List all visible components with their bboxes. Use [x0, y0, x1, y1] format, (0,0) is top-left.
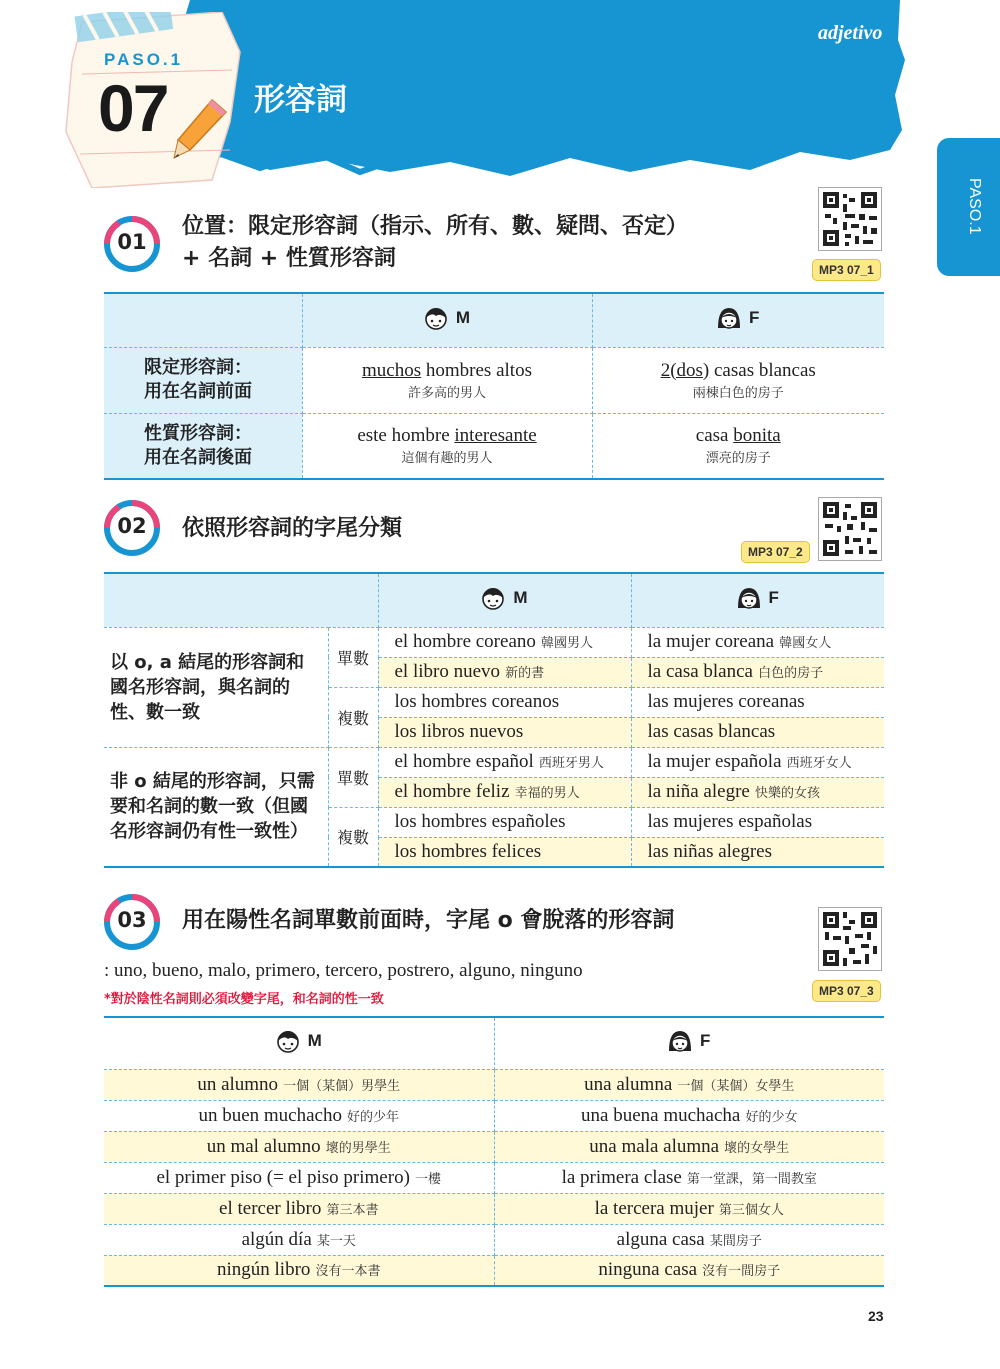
girl-face-icon	[668, 1029, 692, 1053]
male-example	[378, 837, 631, 867]
spanish-phrase	[303, 425, 592, 447]
column-female-label: F	[768, 588, 779, 608]
section-title-line: 位置：限定形容詞（指示、所有、數、疑問、否定）	[182, 214, 689, 239]
table-row	[104, 1224, 884, 1255]
section-title	[182, 211, 688, 275]
female-example	[631, 687, 884, 717]
chinese-translation: 某一天	[316, 1233, 356, 1249]
position-table	[104, 292, 884, 480]
chinese-translation: 韓國女人	[779, 636, 832, 651]
male-example	[378, 777, 631, 807]
spanish-phrase: los hombres coreanos	[394, 691, 560, 712]
male-example	[378, 687, 631, 717]
female-example	[631, 777, 884, 807]
number-label: 單數	[328, 627, 378, 687]
table-header-empty	[104, 573, 378, 627]
column-male-label: M	[513, 588, 528, 608]
female-example	[494, 1255, 884, 1286]
spanish-phrase: ninguna casa	[598, 1259, 698, 1281]
section-title-line: + 名詞 + 性質形容詞	[182, 246, 396, 271]
male-example	[378, 717, 631, 747]
spanish-phrase: el tercer libro	[219, 1197, 322, 1219]
chinese-translation: 好的少年	[347, 1109, 400, 1125]
spanish-phrase: los hombres felices	[394, 840, 542, 862]
female-example	[494, 1131, 884, 1162]
chinese-translation: 快樂的女孩	[754, 786, 820, 801]
column-female	[494, 1017, 884, 1069]
column-female	[592, 293, 884, 347]
female-example	[631, 717, 884, 747]
phrase-part: este hombre	[357, 425, 455, 447]
female-example	[494, 1100, 884, 1131]
column-male-label: M	[455, 308, 471, 328]
chinese-translation: 壞的男學生	[325, 1140, 391, 1156]
male-example	[104, 1224, 494, 1255]
spanish-phrase: el hombre coreano	[394, 631, 536, 652]
side-tab-label: PASO.1	[966, 178, 983, 235]
chinese-translation: 一個（某個）女學生	[677, 1078, 795, 1094]
phrase-part: hombres altos	[421, 359, 532, 381]
number-label: 單數	[328, 747, 378, 807]
spanish-phrase: la tercera mujer	[594, 1197, 714, 1219]
male-example	[302, 413, 592, 479]
chinese-translation: 新的書	[505, 666, 545, 681]
column-female-label: F	[749, 308, 760, 328]
chinese-translation: 白色的房子	[758, 666, 824, 681]
spanish-phrase: la mujer coreana	[647, 631, 775, 652]
spanish-phrase: alguna casa	[616, 1228, 705, 1250]
spanish-phrase: un alumno	[197, 1073, 279, 1095]
boy-face-icon	[424, 306, 448, 330]
female-example	[631, 657, 884, 687]
spanish-phrase	[303, 360, 592, 382]
female-example	[631, 837, 884, 867]
qr-code[interactable]	[818, 187, 882, 251]
mp3-track-label[interactable]: MP3 07_2	[741, 541, 810, 563]
qr-code-icon	[819, 908, 881, 970]
spanish-phrase: una mala alumna	[589, 1135, 720, 1157]
spanish-phrase: la mujer española	[647, 751, 782, 772]
female-example	[494, 1069, 884, 1100]
table-row	[104, 747, 884, 777]
spanish-phrase: el hombre feliz	[394, 781, 510, 802]
apocope-table	[104, 1016, 884, 1287]
row-label-line: 性質形容詞：	[144, 422, 252, 444]
section-title: 用在陽性名詞單數前面時，字尾 o 會脫落的形容詞	[182, 908, 675, 933]
paso-label: PASO.1	[104, 50, 184, 69]
page-number: 23	[868, 1308, 884, 1324]
table-header-row	[104, 293, 884, 347]
row-label-line: 用在名詞前面	[144, 381, 252, 402]
male-example	[378, 627, 631, 657]
chinese-translation: 好的少女	[745, 1109, 798, 1125]
phrase-part: casa	[695, 425, 734, 447]
chinese-translation: 西班牙男人	[538, 756, 604, 771]
underlined-adjective: muchos	[362, 359, 422, 381]
girl-face-icon	[737, 586, 761, 610]
girl-face-icon	[717, 306, 741, 330]
male-example	[104, 1193, 494, 1224]
qr-code-icon	[819, 498, 881, 560]
number-label: 複數	[328, 687, 378, 747]
phrase-part: casas blancas	[709, 359, 816, 381]
column-male	[378, 573, 631, 627]
table-header-empty	[104, 293, 302, 347]
side-tab[interactable]	[937, 138, 1000, 276]
male-example	[378, 657, 631, 687]
table-row	[104, 627, 884, 657]
male-example	[302, 347, 592, 413]
qr-code-icon	[819, 188, 881, 250]
pencil-icon	[172, 98, 230, 160]
chinese-translation: 第三本書	[326, 1202, 379, 1218]
spanish-phrase: un mal alumno	[206, 1135, 321, 1157]
female-example	[592, 413, 884, 479]
table-row	[104, 413, 884, 479]
chinese-translation: 漂亮的房子	[705, 451, 771, 467]
chinese-translation: 一樓	[415, 1171, 442, 1187]
underlined-adjective: 2(dos)	[660, 359, 710, 381]
table-header-row	[104, 1017, 884, 1069]
female-example	[592, 347, 884, 413]
chinese-translation: 韓國男人	[540, 636, 593, 651]
spanish-phrase: una buena muchacha	[581, 1104, 741, 1126]
male-example	[104, 1162, 494, 1193]
group-label: 以 o, a 結尾的形容詞和國名形容詞，與名詞的性、數一致	[104, 627, 328, 747]
chinese-translation: 壞的女學生	[724, 1140, 790, 1156]
chinese-translation: 西班牙女人	[786, 756, 852, 771]
underlined-adjective: interesante	[454, 425, 537, 447]
chinese-translation: 幸福的男人	[514, 786, 580, 801]
chapter-title: 形容詞	[254, 82, 347, 118]
spanish-phrase: las casas blancas	[647, 721, 776, 742]
table-row	[104, 1162, 884, 1193]
table-header-row	[104, 573, 884, 627]
chapter-subtitle: adjetivo	[818, 22, 883, 44]
boy-face-icon	[276, 1029, 300, 1053]
male-example	[104, 1131, 494, 1162]
male-example	[104, 1100, 494, 1131]
spanish-phrase: una alumna	[584, 1073, 673, 1095]
spanish-phrase: la primera clase	[561, 1166, 682, 1188]
row-label	[104, 413, 302, 479]
spanish-phrase: la casa blanca	[647, 661, 753, 682]
row-label-line: 限定形容詞：	[144, 357, 252, 378]
section-number: 01	[117, 230, 147, 254]
chinese-translation: 兩棟白色的房子	[692, 385, 784, 401]
female-example	[631, 747, 884, 777]
table-row	[104, 1100, 884, 1131]
male-example	[104, 1069, 494, 1100]
boy-face-icon	[481, 586, 505, 610]
spanish-phrase: el libro nuevo	[394, 661, 501, 682]
column-male	[302, 293, 592, 347]
chinese-translation: 第三個女人	[718, 1202, 784, 1218]
chinese-translation: 第一堂課，第一間教室	[686, 1171, 817, 1187]
spanish-phrase: algún día	[241, 1228, 312, 1250]
qr-code[interactable]	[818, 497, 882, 561]
ending-classification-table	[104, 572, 884, 868]
spanish-phrase	[593, 360, 885, 382]
spanish-phrase: la niña alegre	[647, 781, 750, 802]
spanish-phrase: las mujeres coreanas	[647, 691, 805, 712]
adjective-list: : uno, bueno, malo, primero, tercero, postrero, alguno, ninguno	[104, 960, 583, 981]
female-example	[631, 807, 884, 837]
table-row	[104, 1255, 884, 1286]
table-row	[104, 1069, 884, 1100]
table-row	[104, 347, 884, 413]
mp3-track-label[interactable]: MP3 07_1	[812, 259, 881, 281]
male-example	[104, 1255, 494, 1286]
spanish-phrase: un buen muchacho	[198, 1104, 342, 1126]
chinese-translation: 一個（某個）男學生	[283, 1078, 401, 1094]
spanish-phrase: los libros nuevos	[394, 721, 524, 742]
spanish-phrase: el primer piso (= el piso primero)	[156, 1166, 410, 1188]
section-number: 03	[117, 908, 147, 932]
spanish-phrase: los hombres españoles	[394, 811, 566, 832]
mp3-track-label[interactable]: MP3 07_3	[812, 980, 881, 1002]
chinese-translation: 沒有一本書	[315, 1264, 381, 1280]
section-number: 02	[117, 514, 147, 538]
female-example	[494, 1193, 884, 1224]
underlined-adjective: bonita	[733, 425, 781, 447]
column-female-label: F	[700, 1031, 711, 1051]
number-label: 複數	[328, 807, 378, 867]
female-example	[494, 1224, 884, 1255]
chinese-translation: 許多高的男人	[407, 385, 486, 401]
female-example	[631, 627, 884, 657]
male-example	[378, 747, 631, 777]
group-label: 非 o 結尾的形容詞，只需要和名詞的數一致（但國名形容詞仍有性一致性）	[104, 747, 328, 867]
spanish-phrase: las mujeres españolas	[647, 811, 813, 832]
table-row	[104, 1131, 884, 1162]
column-female	[631, 573, 884, 627]
chinese-translation: 沒有一間房子	[702, 1264, 781, 1280]
spanish-phrase	[593, 425, 885, 447]
male-example	[378, 807, 631, 837]
spanish-phrase: ningún libro	[216, 1259, 311, 1281]
female-example	[494, 1162, 884, 1193]
row-label-line: 用在名詞後面	[144, 446, 252, 468]
chapter-number: 07	[98, 71, 168, 145]
table-row	[104, 1193, 884, 1224]
row-label	[104, 347, 302, 413]
chinese-translation: 這個有趣的男人	[401, 451, 493, 467]
column-male-label: M	[307, 1031, 322, 1051]
column-male	[104, 1017, 494, 1069]
spanish-phrase: el hombre español	[394, 751, 534, 772]
spanish-phrase: las niñas alegres	[647, 840, 773, 862]
note-text: *對於陰性名詞則必須改變字尾，和名詞的性一致	[104, 992, 384, 1007]
chinese-translation: 某間房子	[709, 1233, 762, 1249]
section-title: 依照形容詞的字尾分類	[182, 516, 403, 541]
qr-code[interactable]	[818, 907, 882, 971]
